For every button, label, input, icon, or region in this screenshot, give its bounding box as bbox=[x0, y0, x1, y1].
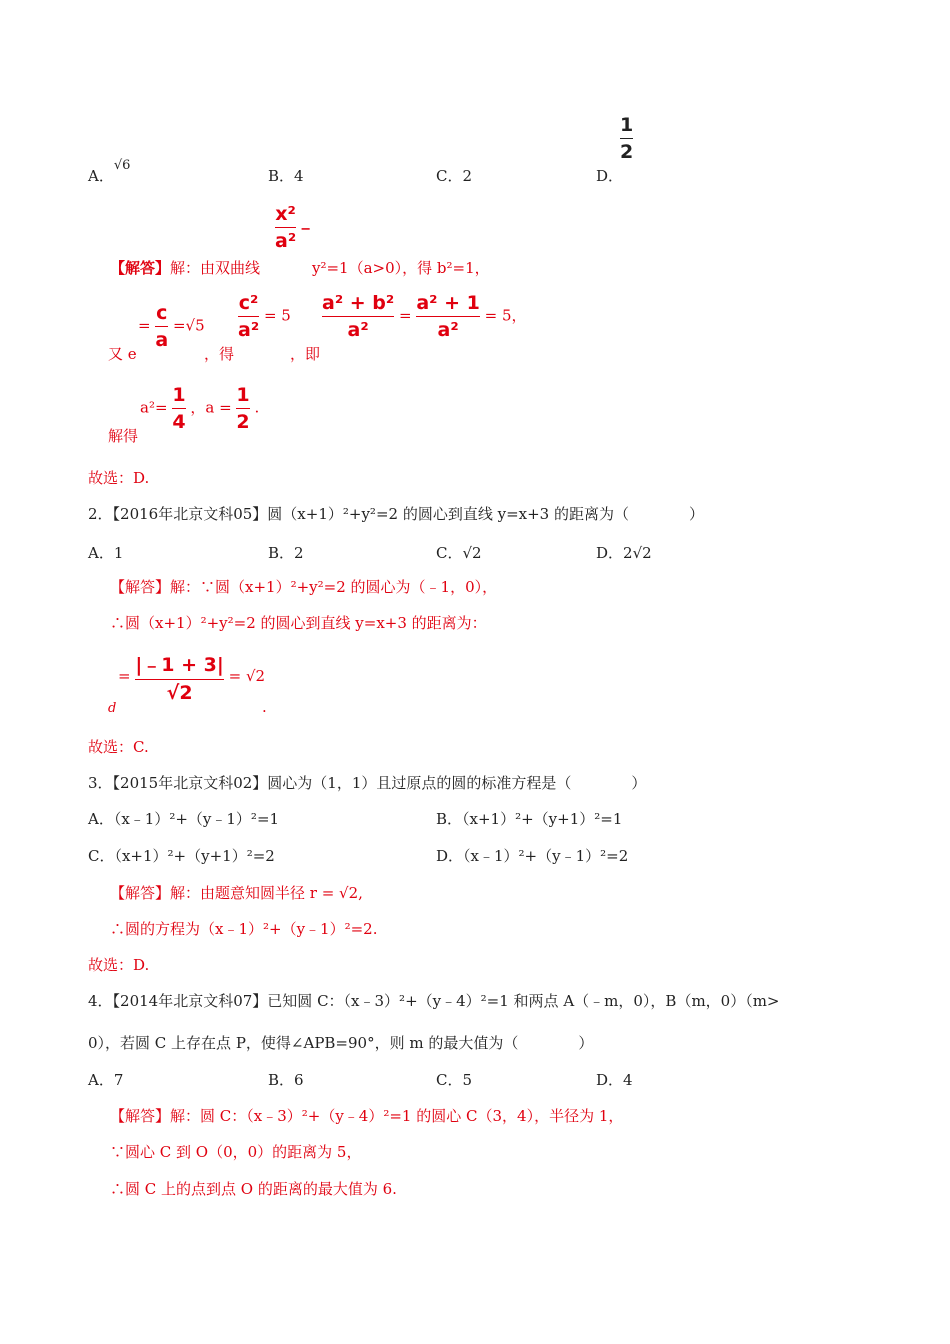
q1-answer-line1b: y²=1（a>0），得 b²=1， bbox=[312, 259, 490, 277]
q4-answer-line1: 【解答】解：圆 C：（x﹣3）²+（y﹣4）²=1 的圆心 C（3，4），半径为 1， bbox=[110, 1107, 624, 1125]
q2-option-d: D．2√2 bbox=[596, 544, 652, 562]
q3-option-a: A．（x﹣1）²+（y﹣1）²=1 bbox=[88, 810, 280, 828]
q1-c2a2: $\frac{\text{c²}}{\text{a²}}$ = 5 bbox=[238, 292, 291, 341]
q1-option-b: B．4 bbox=[268, 167, 304, 185]
q2-answer-d: d bbox=[108, 701, 117, 716]
q1-eccentricity: = $\frac{c}{a}$ =√5 bbox=[138, 302, 205, 351]
q1-option-d-fraction: $\frac{1}{2}$ bbox=[620, 114, 634, 163]
q4-option-b: B．6 bbox=[268, 1071, 304, 1089]
q4-answer-line2: ∵圆心 C 到 O（0，0）的距离为 5， bbox=[110, 1143, 362, 1161]
q2-option-b: B．2 bbox=[268, 544, 304, 562]
q2-period: . bbox=[262, 698, 267, 716]
q1-answer-ji: ，即 bbox=[290, 345, 321, 363]
q3-option-c: C．（x+1）²+（y+1）²=2 bbox=[88, 847, 275, 865]
q1-option-a: A．√6 bbox=[88, 158, 131, 185]
q4-option-d: D．4 bbox=[596, 1071, 633, 1089]
q4-stem-line1: 4．【2014年北京文科07】已知圆 C：（x﹣3）²+（y﹣4）²=1 和两点 A（﹣m，0），B（m，0）（m> bbox=[88, 992, 780, 1010]
q2-option-a: A．1 bbox=[88, 544, 124, 562]
q1-answer-line3-prefix: 解得 bbox=[108, 427, 139, 445]
q1-choice: 故选：D. bbox=[88, 469, 150, 487]
q3-choice: 故选：D. bbox=[88, 956, 150, 974]
q2-stem: 2．【2016年北京文科05】圆（x+1）²+y²=2 的圆心到直线 y=x+3 的距离为（ ） bbox=[88, 505, 704, 523]
q1-option-c: C．2 bbox=[436, 167, 473, 185]
q3-answer-line2: ∴圆的方程为（x﹣1）²+（y﹣1）²=2. bbox=[110, 920, 378, 938]
q1-answer-line1: 【解答】解：由双曲线 bbox=[110, 259, 261, 277]
q4-answer-line3: ∴圆 C 上的点到点 O 的距离的最大值为 6. bbox=[110, 1180, 397, 1198]
q2-answer-line1: 【解答】解：∵圆（x+1）²+y²=2 的圆心为（﹣1，0）， bbox=[110, 578, 498, 596]
q1-result: a²= $\frac{1}{4}$ ，a = $\frac{1}{2}$ . bbox=[140, 384, 260, 433]
q3-answer-line1: 【解答】解：由题意知圆半径 r = √2, bbox=[110, 884, 363, 902]
q1-answer-line2-prefix: 又 e bbox=[108, 345, 137, 363]
q4-stem-line2: 0），若圆 C 上存在点 P，使得∠APB=90°，则 m 的最大值为（ ） bbox=[88, 1034, 594, 1052]
q3-option-b: B．（x+1）²+（y+1）²=1 bbox=[436, 810, 623, 828]
q1-option-d: D． bbox=[596, 167, 624, 185]
q1-answer-get: ，得 bbox=[204, 345, 235, 363]
q1-hyperbola-fraction: $\frac{\text{x²}}{\text{a²}}$ ﹣ bbox=[275, 203, 316, 252]
q2-distance-formula: = $\frac{|﹣1 + 3|}{√2}$ = √2 bbox=[118, 654, 266, 704]
q1-expanded: $\frac{\text{a² + b²}}{\text{a²}}$ = $\frac{\text{a² + 1}}{\text{a²}}$ = 5， bbox=[322, 292, 527, 341]
q2-choice: 故选：C. bbox=[88, 738, 149, 756]
q2-option-c: C．√2 bbox=[436, 544, 482, 562]
q3-option-d: D．（x﹣1）²+（y﹣1）²=2 bbox=[436, 847, 629, 865]
q4-option-c: C．5 bbox=[436, 1071, 473, 1089]
q2-answer-line2: ∴圆（x+1）²+y²=2 的圆心到直线 y=x+3 的距离为： bbox=[110, 614, 487, 632]
q4-option-a: A．7 bbox=[88, 1071, 124, 1089]
q3-stem: 3．【2015年北京文科02】圆心为（1，1）且过原点的圆的标准方程是（ ） bbox=[88, 774, 647, 792]
